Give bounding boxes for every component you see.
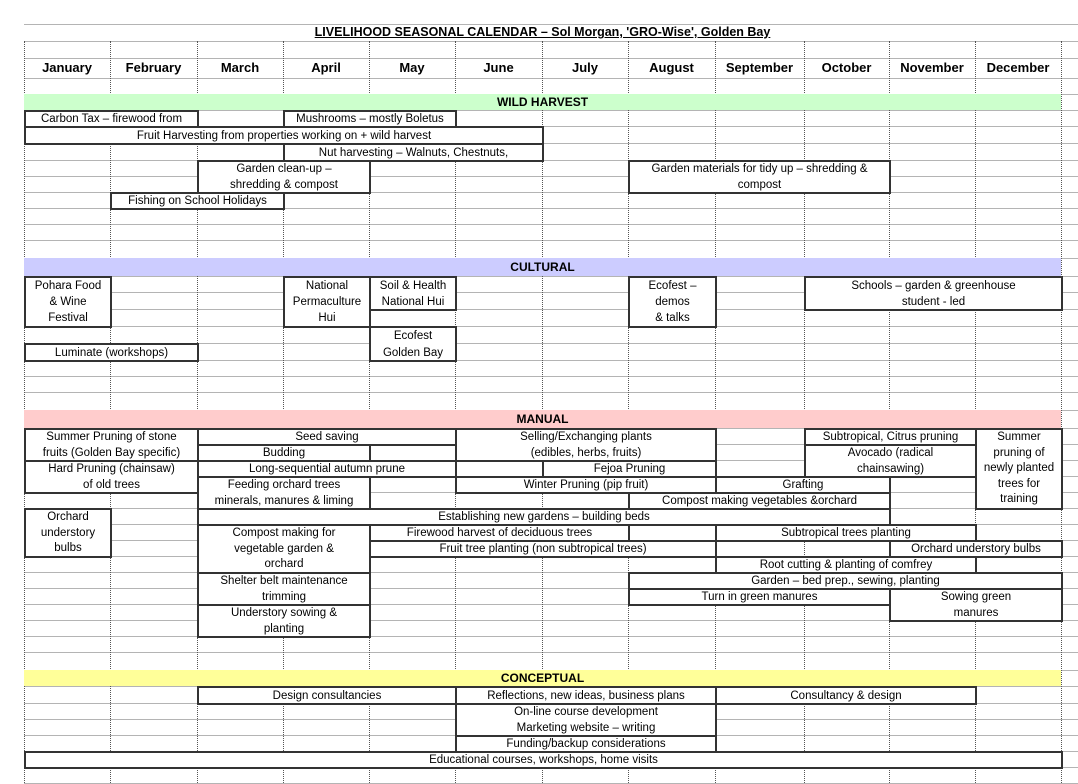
activity-label: Summer Pruning of stone <box>46 431 177 443</box>
activity-label: Schools – garden & greenhouse <box>851 280 1016 292</box>
row-gridline <box>24 240 1078 241</box>
month-header-march: March <box>220 60 260 75</box>
column-gridline <box>1061 41 1062 783</box>
activity-bar <box>197 476 371 510</box>
activity-label: minerals, manures & liming <box>214 494 354 507</box>
activity-bar <box>197 686 457 705</box>
activity-bar <box>628 160 891 194</box>
activity-label: Establishing new gardens – building beds <box>438 511 650 523</box>
activity-bar <box>283 276 371 328</box>
row-gridline <box>24 636 1078 637</box>
activity-label: (edibles, herbs, fruits) <box>530 446 642 459</box>
activity-label: Luminate (workshops) <box>54 347 169 359</box>
activity-label: Hard Pruning (chainsaw) <box>48 463 175 475</box>
activity-label: Pohara Food <box>34 280 102 292</box>
activity-label: Carbon Tax – firewood from <box>40 113 183 125</box>
activity-label: & talks <box>655 312 690 325</box>
month-header-november: November <box>900 60 964 75</box>
activity-bar <box>24 751 1063 769</box>
activity-label: Turn in green manures <box>701 591 818 603</box>
activity-label: National Hui <box>381 296 445 308</box>
month-header-july: July <box>571 60 598 75</box>
month-header-january: January <box>42 60 92 75</box>
page-title: LIVELIHOOD SEASONAL CALENDAR – Sol Morgan, 'GRO-Wise', Golden Bay <box>314 25 771 39</box>
activity-label: bulbs <box>54 542 82 554</box>
activity-label: demos <box>655 296 690 309</box>
month-header-june: June <box>483 60 514 75</box>
row-gridline <box>24 392 1078 393</box>
activity-label: Hui <box>318 312 336 325</box>
activity-label: & Wine <box>49 296 87 309</box>
activity-bar <box>24 508 112 558</box>
activity-label: On-line course development <box>514 706 658 718</box>
month-header-may: May <box>399 60 425 75</box>
activity-bar <box>455 703 717 737</box>
row-gridline <box>24 652 1078 653</box>
activity-label: Ecofest <box>393 330 433 342</box>
activity-label: Festival <box>48 312 88 325</box>
activity-label: Budding <box>262 447 306 459</box>
activity-label: Selling/Exchanging plants <box>520 431 652 443</box>
activity-label: Feeding orchard trees <box>227 479 341 491</box>
activity-bar <box>24 343 199 362</box>
month-header-february: February <box>125 60 182 75</box>
activity-label: Long-sequential autumn prune <box>248 463 405 475</box>
activity-label: Shelter belt maintenance <box>220 575 348 587</box>
activity-label: Garden materials for tidy up – shredding & <box>651 163 868 175</box>
activity-bar <box>628 276 717 328</box>
section-header-wild-harvest: WILD HARVEST <box>24 94 1061 110</box>
activity-bar <box>804 444 977 478</box>
activity-label: newly planted <box>983 462 1055 475</box>
activity-bar <box>24 276 112 328</box>
activity-label: trimming <box>261 590 307 603</box>
activity-label: Ecofest – <box>648 280 697 292</box>
activity-bar <box>110 192 285 210</box>
month-header-september: September <box>725 60 794 75</box>
activity-bar <box>804 276 1063 311</box>
activity-bar <box>715 686 977 705</box>
activity-label: Garden clean-up – <box>236 163 332 175</box>
activity-label: chainsawing) <box>856 462 925 475</box>
activity-label: Fishing on School Holidays <box>128 195 267 207</box>
activity-bar <box>455 428 717 462</box>
activity-label: Permaculture <box>292 296 362 309</box>
activity-bar <box>197 160 371 194</box>
activity-label: Garden – bed prep., sewing, planting <box>751 575 940 587</box>
activity-label: Design consultancies <box>272 690 382 702</box>
activity-label: Sowing green <box>940 591 1012 603</box>
activity-label: Root cutting & planting of comfrey <box>759 559 933 571</box>
activity-label: Subtropical trees planting <box>781 527 911 539</box>
activity-label: Compost making for <box>232 527 336 539</box>
activity-label: Marketing website – writing <box>516 721 656 734</box>
activity-label: Understory sowing & <box>230 607 338 619</box>
activity-label: Consultancy & design <box>790 690 902 702</box>
activity-label: Subtropical, Citrus pruning <box>822 431 959 443</box>
activity-bar <box>24 428 199 462</box>
activity-label: National <box>305 280 349 292</box>
activity-label: shredding & compost <box>229 178 339 191</box>
activity-label: pruning of <box>993 446 1045 459</box>
row-gridline <box>24 160 1078 161</box>
activity-label: understory <box>40 526 96 539</box>
activity-bar <box>369 540 717 558</box>
activity-label: Grafting <box>782 479 824 491</box>
activity-bar <box>197 572 371 606</box>
activity-bar <box>369 276 457 311</box>
activity-label: orchard <box>264 558 304 570</box>
activity-bar <box>197 524 371 574</box>
activity-bar <box>197 604 371 638</box>
activity-label: vegetable garden & <box>234 542 334 555</box>
section-header-manual: MANUAL <box>24 410 1061 428</box>
activity-label: Funding/backup considerations <box>506 738 666 750</box>
row-gridline <box>24 41 1078 42</box>
activity-label: compost <box>737 178 782 191</box>
row-gridline <box>24 176 1078 177</box>
row-gridline <box>24 376 1078 377</box>
activity-label: Nut harvesting – Walnuts, Chestnuts, <box>318 147 509 159</box>
month-header-april: April <box>311 60 341 75</box>
activity-label: of old trees <box>83 478 140 491</box>
activity-bar <box>24 460 199 494</box>
activity-bar <box>975 428 1063 510</box>
activity-label: Fruit Harvesting from properties working on + wild harvest <box>136 130 432 142</box>
activity-label: Avocado (radical <box>847 447 934 459</box>
row-gridline <box>24 326 1078 327</box>
section-header-conceptual: CONCEPTUAL <box>24 670 1061 686</box>
activity-bar <box>889 588 1063 622</box>
activity-label: planting <box>263 622 305 635</box>
activity-label: Mushrooms – mostly Boletus <box>296 113 444 125</box>
activity-label: Winter Pruning (pip fruit) <box>523 479 649 491</box>
activity-label: fruits (Golden Bay specific) <box>42 446 181 459</box>
activity-label: Fejoa Pruning <box>593 463 666 475</box>
activity-label: Orchard understory bulbs <box>911 543 1041 555</box>
activity-label: Firewood harvest of deciduous trees <box>406 527 593 539</box>
activity-label: Educational courses, workshops, home visits <box>429 754 658 766</box>
month-header-december: December <box>986 60 1050 75</box>
month-header-october: October <box>821 60 872 75</box>
activity-label: training <box>1000 493 1038 506</box>
activity-label: trees for <box>997 477 1041 490</box>
activity-bar <box>369 326 457 362</box>
month-header-august: August <box>649 60 694 75</box>
activity-label: Reflections, new ideas, business plans <box>487 690 685 702</box>
section-header-cultural: CULTURAL <box>24 258 1061 276</box>
row-gridline <box>24 78 1078 79</box>
activity-label: Fruit tree planting (non subtropical trees) <box>439 543 647 555</box>
activity-label: Seed saving <box>295 431 359 443</box>
activity-label: Compost making vegetables &orchard <box>662 495 857 507</box>
activity-bar <box>628 588 891 606</box>
activity-label: Soil & Health <box>379 280 447 292</box>
activity-label: manures <box>953 606 999 619</box>
row-gridline <box>24 24 1078 25</box>
row-gridline <box>24 224 1078 225</box>
activity-label: Orchard <box>47 511 89 523</box>
activity-label: Golden Bay <box>382 346 444 359</box>
activity-label: Summer <box>997 431 1041 443</box>
activity-label: student - led <box>901 296 966 308</box>
